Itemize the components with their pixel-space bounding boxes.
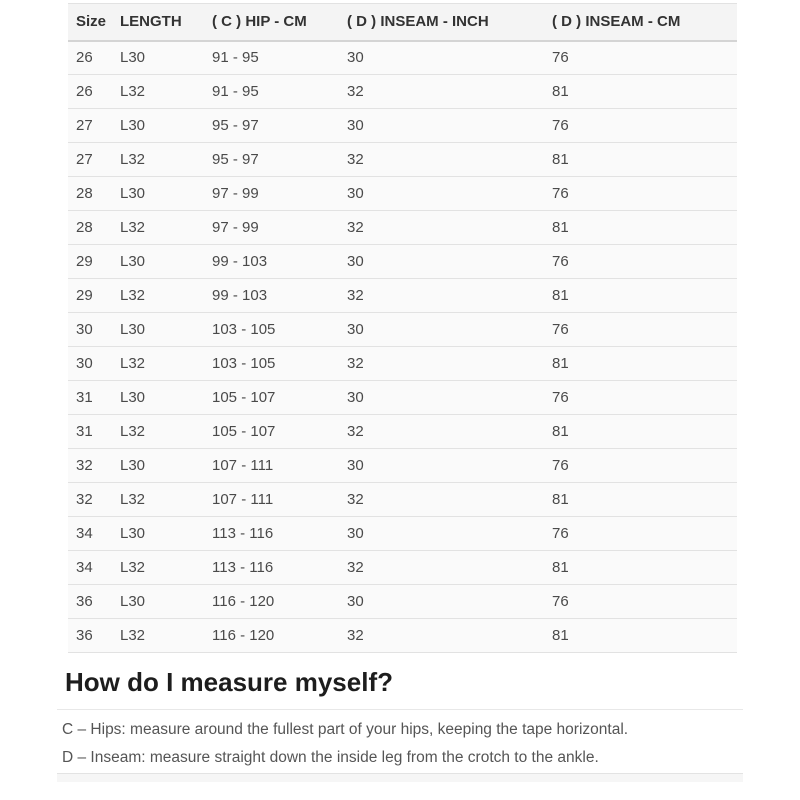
table-cell: 30 xyxy=(339,313,544,347)
column-header-inseam-cm: ( D ) INSEAM - CM xyxy=(544,4,737,41)
column-header-size: Size xyxy=(68,4,112,41)
table-cell: 32 xyxy=(339,619,544,653)
column-header-inseam-inch: ( D ) INSEAM - INCH xyxy=(339,4,544,41)
table-cell: 91 - 95 xyxy=(204,41,339,75)
table-cell: 76 xyxy=(544,585,737,619)
table-cell: L30 xyxy=(112,449,204,483)
table-cell: L32 xyxy=(112,483,204,517)
table-cell: 27 xyxy=(68,109,112,143)
table-row xyxy=(68,313,737,347)
table-row xyxy=(68,245,737,279)
table-row xyxy=(68,619,737,653)
table-cell: L32 xyxy=(112,279,204,313)
table-cell: 76 xyxy=(544,245,737,279)
table-cell: 32 xyxy=(68,449,112,483)
table-cell: 81 xyxy=(544,483,737,517)
header-row xyxy=(68,4,737,41)
table-cell: 103 - 105 xyxy=(204,347,339,381)
table-cell: 81 xyxy=(544,551,737,585)
table-cell: 76 xyxy=(544,313,737,347)
table-cell: 26 xyxy=(68,75,112,109)
table-cell: 113 - 116 xyxy=(204,551,339,585)
table-cell: 107 - 111 xyxy=(204,449,339,483)
table-cell: 32 xyxy=(68,483,112,517)
table-row xyxy=(68,211,737,245)
table-cell: 29 xyxy=(68,245,112,279)
table-cell: 26 xyxy=(68,41,112,75)
size-chart-body xyxy=(68,41,737,653)
table-cell: L30 xyxy=(112,177,204,211)
table-cell: 105 - 107 xyxy=(204,381,339,415)
table-cell: 116 - 120 xyxy=(204,619,339,653)
table-cell: 28 xyxy=(68,177,112,211)
table-row xyxy=(68,279,737,313)
table-cell: 36 xyxy=(68,619,112,653)
table-cell: 30 xyxy=(68,347,112,381)
measure-section-heading: How do I measure myself? xyxy=(65,667,393,697)
table-row xyxy=(68,585,737,619)
table-cell: 29 xyxy=(68,279,112,313)
table-cell: 81 xyxy=(544,75,737,109)
table-cell: 34 xyxy=(68,551,112,585)
page-content xyxy=(57,0,743,800)
table-cell: 113 - 116 xyxy=(204,517,339,551)
measure-instructions xyxy=(57,716,743,772)
table-cell: 99 - 103 xyxy=(204,245,339,279)
table-cell: 27 xyxy=(68,143,112,177)
table-cell: 81 xyxy=(544,143,737,177)
table-cell: 103 - 105 xyxy=(204,313,339,347)
table-cell: 34 xyxy=(68,517,112,551)
table-cell: 30 xyxy=(68,313,112,347)
table-cell: 76 xyxy=(544,109,737,143)
table-cell: 32 xyxy=(339,75,544,109)
table-cell: 36 xyxy=(68,585,112,619)
table-cell: L30 xyxy=(112,517,204,551)
table-row xyxy=(68,109,737,143)
table-cell: 32 xyxy=(339,415,544,449)
table-cell: 99 - 103 xyxy=(204,279,339,313)
table-cell: L32 xyxy=(112,347,204,381)
table-cell: L30 xyxy=(112,313,204,347)
table-cell: 81 xyxy=(544,211,737,245)
table-cell: 32 xyxy=(339,551,544,585)
table-cell: 76 xyxy=(544,449,737,483)
table-cell: 116 - 120 xyxy=(204,585,339,619)
table-cell: 76 xyxy=(544,381,737,415)
table-cell: 30 xyxy=(339,41,544,75)
table-cell: L30 xyxy=(112,585,204,619)
table-row xyxy=(68,551,737,585)
table-cell: 30 xyxy=(339,381,544,415)
table-cell: L32 xyxy=(112,551,204,585)
table-cell: 91 - 95 xyxy=(204,75,339,109)
table-row xyxy=(68,517,737,551)
table-cell: 28 xyxy=(68,211,112,245)
table-cell: L32 xyxy=(112,211,204,245)
table-row xyxy=(68,41,737,75)
table-cell: 95 - 97 xyxy=(204,143,339,177)
table-row xyxy=(68,347,737,381)
table-row xyxy=(68,415,737,449)
table-cell: L32 xyxy=(112,619,204,653)
table-cell: 32 xyxy=(339,483,544,517)
divider-above-instructions xyxy=(57,709,743,710)
table-cell: 95 - 97 xyxy=(204,109,339,143)
table-cell: 30 xyxy=(339,177,544,211)
table-cell: L30 xyxy=(112,381,204,415)
table-cell: 76 xyxy=(544,177,737,211)
table-cell: 30 xyxy=(339,517,544,551)
table-cell: 30 xyxy=(339,109,544,143)
table-cell: 32 xyxy=(339,143,544,177)
size-chart-table xyxy=(68,3,737,653)
table-row xyxy=(68,381,737,415)
table-cell: L30 xyxy=(112,41,204,75)
table-cell: 32 xyxy=(339,347,544,381)
column-header-hip-cm: ( C ) HIP - CM xyxy=(204,4,339,41)
column-header-length: LENGTH xyxy=(112,4,204,41)
table-row xyxy=(68,483,737,517)
table-row xyxy=(68,177,737,211)
measure-instruction-hips: C – Hips: measure around the fullest part of your hips, keeping the tape horizontal. xyxy=(62,721,629,738)
table-cell: 76 xyxy=(544,41,737,75)
table-cell: 32 xyxy=(339,211,544,245)
table-cell: 31 xyxy=(68,381,112,415)
table-cell: 97 - 99 xyxy=(204,211,339,245)
table-cell: 81 xyxy=(544,347,737,381)
table-cell: 81 xyxy=(544,415,737,449)
size-chart-header xyxy=(68,4,737,41)
table-cell: 97 - 99 xyxy=(204,177,339,211)
table-cell: 32 xyxy=(339,279,544,313)
table-cell: L32 xyxy=(112,75,204,109)
measure-instruction-inseam: D – Inseam: measure straight down the inside leg from the crotch to the ankle. xyxy=(62,749,599,766)
table-row xyxy=(68,449,737,483)
bottom-divider xyxy=(57,773,743,782)
table-row xyxy=(68,75,737,109)
table-cell: 30 xyxy=(339,585,544,619)
table-cell: L32 xyxy=(112,143,204,177)
table-row xyxy=(68,143,737,177)
table-cell: 30 xyxy=(339,245,544,279)
table-cell: 81 xyxy=(544,619,737,653)
table-cell: L30 xyxy=(112,245,204,279)
table-cell: 30 xyxy=(339,449,544,483)
table-cell: L32 xyxy=(112,415,204,449)
table-cell: 81 xyxy=(544,279,737,313)
table-cell: 76 xyxy=(544,517,737,551)
table-cell: 31 xyxy=(68,415,112,449)
table-cell: 107 - 111 xyxy=(204,483,339,517)
table-cell: 105 - 107 xyxy=(204,415,339,449)
table-cell: L30 xyxy=(112,109,204,143)
